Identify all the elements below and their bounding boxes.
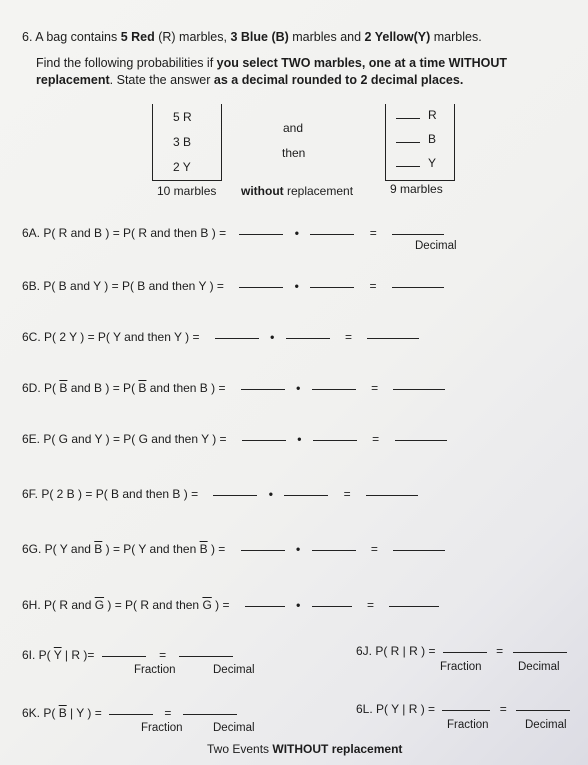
question-6l [356, 702, 570, 716]
answer-blank-6a-2[interactable] [310, 233, 354, 235]
question-6j-label: 6J. P( R | R ) = [356, 644, 436, 658]
answer-blank-6e-1[interactable] [242, 439, 286, 441]
blue-count: 3 Blue (B) [230, 30, 289, 44]
answer-blank-6b-1[interactable] [239, 286, 283, 288]
bag-right-blue: B [396, 132, 436, 146]
equals-sign: = [371, 381, 379, 395]
answer-blank-6h-2[interactable] [312, 605, 352, 607]
answer-blank-6c-2[interactable] [286, 337, 330, 339]
answer-blank-6f-1[interactable] [213, 494, 257, 496]
answer-blank-6b-2[interactable] [310, 286, 354, 288]
question-6g-part2: ) = P( Y and then [102, 542, 200, 556]
red-suffix: (R) marbles, [154, 30, 231, 44]
answer-blank-6f-2[interactable] [284, 494, 328, 496]
answer-blank-6k-decimal[interactable] [183, 713, 237, 715]
answer-blank-6i-fraction[interactable] [102, 655, 146, 657]
answer-blank-6i-decimal[interactable] [179, 655, 233, 657]
equals-sign: = [345, 330, 353, 344]
instruction-line-1 [36, 56, 507, 70]
question-6i-part1: 6I. P( [22, 648, 54, 662]
question-6e-label: 6E. P( G and Y ) = P( G and then Y ) = [22, 432, 227, 446]
instr-c: replacement [36, 73, 110, 87]
not-b-symbol: $\overline{B}$ [58, 706, 67, 720]
equals-sign: = [369, 226, 377, 240]
bag-left-blue: 3 B [173, 135, 192, 149]
question-6g-part3: ) = [207, 542, 226, 556]
not-b-symbol: $\overline{B}$ [138, 381, 147, 395]
answer-blank-6d-1[interactable] [241, 388, 285, 390]
instr-d: . State the answer [109, 73, 214, 87]
answer-blank-6e-decimal[interactable] [395, 439, 447, 441]
bag-right-yellow: Y [396, 156, 436, 170]
answer-blank-6c-decimal[interactable] [367, 337, 419, 339]
answer-blank-6g-1[interactable] [241, 549, 285, 551]
question-6h [22, 598, 439, 612]
answer-blank-6f-decimal[interactable] [366, 494, 418, 496]
multiply-dot: • [294, 279, 299, 293]
question-6c [22, 330, 419, 344]
blue-suffix: marbles and [288, 30, 365, 44]
equals-sign: = [159, 648, 167, 662]
question-6h-part2: ) = P( R and then [104, 598, 203, 612]
multiply-dot: • [296, 381, 301, 395]
instr-e: as a decimal rounded to 2 decimal places. [213, 73, 464, 87]
question-6d-part1: 6D. P( [22, 381, 60, 395]
footer-prefix: Two Events [207, 742, 273, 756]
title-prefix: 6. A bag contains [22, 30, 121, 44]
question-6i [22, 648, 233, 662]
answer-blank-6j-decimal[interactable] [513, 651, 567, 653]
instr-b: you select TWO marbles, one at a time WITHOUT [216, 56, 507, 70]
question-6g-part1: 6G. P( Y and [22, 542, 95, 556]
equals-sign: = [343, 487, 351, 501]
replacement-word: replacement [283, 184, 354, 198]
instr-a: Find the following probabilities if [36, 56, 217, 70]
multiply-dot: • [294, 226, 299, 240]
multiply-dot: • [296, 598, 301, 612]
answer-blank-6l-fraction[interactable] [442, 709, 490, 711]
answer-blank-6d-2[interactable] [312, 388, 356, 390]
connector-and: and [283, 121, 304, 135]
question-6k [22, 706, 237, 720]
yellow-count: 2 Yellow(Y) [364, 30, 431, 44]
not-g-symbol: $\overline{G}$ [94, 598, 105, 612]
connector-then: then [282, 146, 306, 160]
bag-box-right [385, 104, 455, 181]
equals-sign: = [369, 279, 377, 293]
fraction-label-6j: Fraction [440, 661, 482, 673]
answer-blank-6e-2[interactable] [313, 439, 357, 441]
question-6b-label: 6B. P( B and Y ) = P( B and then Y ) = [22, 279, 224, 293]
decimal-label-6a: Decimal [415, 240, 457, 252]
bag-left-yellow: 2 Y [173, 160, 191, 174]
equals-sign: = [367, 598, 375, 612]
question-6l-label: 6L. P( Y | R ) = [356, 702, 436, 716]
question-6c-label: 6C. P( 2 Y ) = P( Y and then Y ) = [22, 330, 200, 344]
equals-sign: = [370, 542, 378, 556]
question-6a [22, 226, 444, 240]
without-word: without [241, 184, 284, 198]
not-y-symbol: $\overline{Y}$ [53, 648, 62, 662]
yellow-suffix: marbles. [430, 30, 482, 44]
question-6d-part3: and then B ) = [146, 381, 226, 395]
instruction-line-2 [36, 73, 463, 87]
answer-blank-6j-fraction[interactable] [443, 651, 487, 653]
equals-sign: = [372, 432, 380, 446]
equals-sign: = [164, 706, 172, 720]
decimal-label-6i: Decimal [213, 664, 255, 676]
question-6b [22, 279, 444, 293]
not-b-symbol: $\overline{B}$ [59, 381, 68, 395]
question-6f-label: 6F. P( 2 B ) = P( B and then B ) = [22, 487, 199, 501]
question-6k-part1: 6K. P( [22, 706, 59, 720]
not-b-symbol: $\overline{B}$ [199, 542, 208, 556]
question-6d [22, 381, 445, 395]
multiply-dot: • [268, 487, 273, 501]
fraction-label-6l: Fraction [447, 719, 489, 731]
connector-without-replacement [241, 184, 353, 198]
answer-blank-6d-decimal[interactable] [393, 388, 445, 390]
decimal-label-6l: Decimal [525, 719, 567, 731]
bag-right-red: R [396, 108, 437, 122]
answer-blank-6a-1[interactable] [239, 233, 283, 235]
question-6j [356, 644, 567, 658]
question-6i-part2: | R )= [61, 648, 95, 662]
bag-right-caption: 9 marbles [390, 182, 443, 196]
answer-blank-6h-decimal[interactable] [389, 605, 439, 607]
answer-blank-6k-fraction[interactable] [109, 713, 153, 715]
equals-sign: = [496, 644, 504, 658]
multiply-dot: • [295, 542, 301, 556]
answer-blank-6g-2[interactable] [312, 549, 356, 551]
answer-blank-6a-decimal[interactable] [392, 233, 444, 235]
not-g-symbol: $\overline{G}$ [202, 598, 212, 612]
bag-box-left [152, 104, 222, 181]
decimal-label-6k: Decimal [213, 722, 255, 734]
not-b-symbol: $\overline{B}$ [94, 542, 103, 556]
question-6k-part2: | Y ) = [66, 706, 102, 720]
decimal-label-6j: Decimal [518, 661, 560, 673]
footer-bold: WITHOUT replacement [272, 742, 403, 756]
question-6h-part3: ) = [211, 598, 230, 612]
answer-blank-6g-decimal[interactable] [393, 549, 445, 551]
bag-left-red: 5 R [173, 110, 192, 124]
question-6a-label: 6A. P( R and B ) = P( R and then B ) = [22, 226, 227, 240]
page-footer [207, 742, 402, 756]
answer-blank-6l-decimal[interactable] [516, 709, 570, 711]
question-6d-part2: and B ) = P( [67, 381, 139, 395]
fraction-label-6i: Fraction [134, 664, 176, 676]
answer-blank-6c-1[interactable] [215, 337, 259, 339]
question-6f [22, 487, 418, 501]
multiply-dot: • [297, 432, 302, 446]
question-6h-part1: 6H. P( R and [22, 598, 95, 612]
answer-blank-6b-decimal[interactable] [392, 286, 444, 288]
red-count: 5 Red [120, 30, 155, 44]
question-6g [22, 542, 445, 556]
fraction-label-6k: Fraction [141, 722, 183, 734]
question-6e [22, 432, 447, 446]
multiply-dot: • [270, 330, 275, 344]
equals-sign: = [499, 702, 507, 716]
bag-left-caption: 10 marbles [157, 184, 217, 198]
problem-statement [22, 30, 482, 44]
answer-blank-6h-1[interactable] [245, 605, 285, 607]
